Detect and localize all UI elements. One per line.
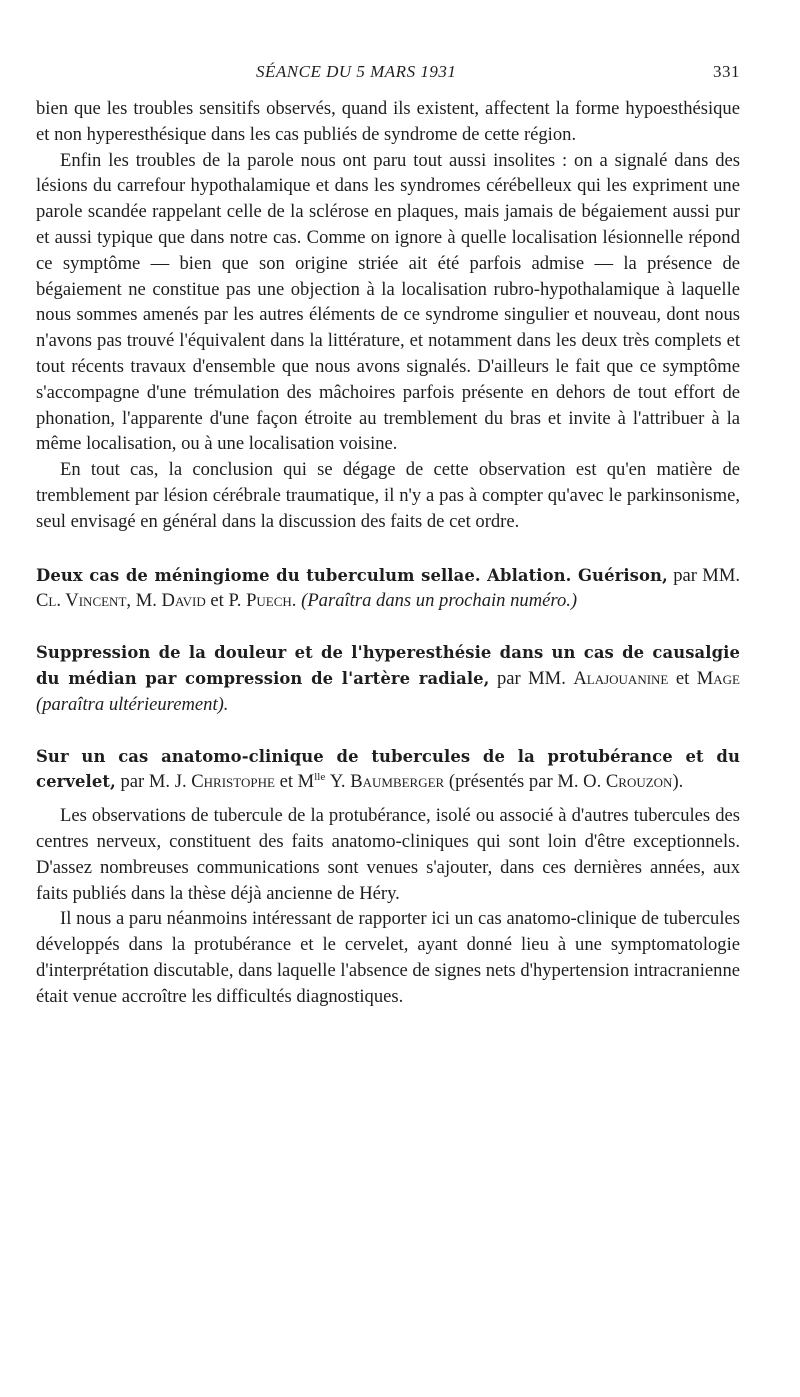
presenter-name: M. O. Crouzon (557, 771, 673, 793)
author-name: M. David (135, 590, 206, 612)
communication-authors: par M. J. Christophe et $M^{lle}$ Y. Baumberger (présentés par M. O. Crouzon). (120, 771, 684, 793)
paragraph-continued: bien que les troubles sensitifs observés, quand ils existent, affectent la forme hypoesthésique et non hyperesthésique dans les cas publiés de syndrome de cette région. (36, 98, 740, 145)
communication-meningioma (36, 563, 740, 615)
paragraph-observations: Les observations de tubercule de la protubérance, isolé ou associé à d'autres tubercules des centres nerveux, constituent des faits anatomo-cliniques qui sont loin d'être exceptionnels. D'assez nombreuses communications sont venues s'ajouter, dans ces dernières années, aux faits publiés dans la thèse déjà ancienne de Héry. (36, 805, 740, 904)
communication-authors: par MM. Cl. Vincent, M. David et P. Puech. (Paraîtra dans un prochain numéro.) (36, 564, 740, 612)
communication-title: Deux cas de méningiome du tuberculum sellae. Ablation. Guérison, (36, 565, 668, 585)
communication-title: Sur un cas anatomo-clinique de tubercules de la protubérance et du cervelet, (36, 746, 740, 792)
publication-note: (Paraîtra dans un prochain numéro.) (301, 590, 578, 612)
publication-note: (paraîtra ultérieurement). (36, 693, 229, 715)
paragraph-speech-troubles: Enfin les troubles de la parole nous ont paru tout aussi insolites : on a signalé dans des lésions du carrefour hypothalamique et dans les syndromes cérébelleux qui les expriment une parole scandée rappelant celle de la sclérose en plaques, mais jamais de bégaiement aussi pur et aussi typique que dans notre cas. Comme on ignore à quelle localisation lésionnelle répond ce symptôme — bien que son origine striée ait été parfois admise — la présence de bégaiement ne constitue pas une objection à la localisation rubro-hypothalamique à laquelle nous sommes amenés par les autres éléments de ce syndrome singulier et nouveau, dont nous n'avons pas trouvé l'équivalent dans la littérature, et notamment dans les deux très complets et tout récents travaux d'ensemble que nous avons signalés. D'ailleurs le fait que ce symptôme s'accompagne d'une trémulation des mâchoires parfois présente en dehors de tout effort de phonation, l'apparente d'une façon étroite au tremblement du bras et invite à l'attribuer à la même localisation, ou à une localisation voisine. (36, 149, 740, 455)
author-name: P. Puech. (228, 590, 297, 612)
paragraph-case-intro: Il nous a paru néanmoins intéressant de rapporter ici un cas anatomo-clinique de tubercules développés dans la protubérance et le cervelet, ayant donné lieu à une symptomatologie d'interprétation discutable, dans laquelle l'absence de signes nets d'hypertension intracranienne était venue accroître les difficultés diagnostiques. (36, 908, 740, 1007)
communication-tubercules (36, 744, 740, 796)
page-number: 331 (713, 62, 740, 81)
author-name: Alajouanine (573, 667, 669, 689)
author-name: Cl. Vincent (36, 590, 127, 612)
page-body (36, 96, 740, 1010)
author-name: M. J. Christophe (148, 771, 275, 793)
author-name: Mage (696, 667, 740, 689)
communication-title: Suppression de la douleur et de l'hyperesthésie dans un cas de causalgie du médian par compression de l'artère radiale, (36, 643, 740, 688)
communication-authors: par MM. Alajouanine et Mage (paraîtra ultérieurement). (36, 667, 740, 715)
communication-causalgia (36, 640, 740, 717)
running-title: SÉANCE DU 5 MARS 1931 (256, 62, 457, 81)
author-name: Y. Baumberger (329, 771, 445, 793)
running-header (36, 62, 740, 86)
paragraph-conclusion: En tout cas, la conclusion qui se dégage de cette observation est qu'en matière de tremblement par lésion cérébrale traumatique, il n'y a pas à compter qu'avec le parkinsonisme, seul envisagé en général dans la discussion des faits de cet ordre. (36, 459, 740, 532)
